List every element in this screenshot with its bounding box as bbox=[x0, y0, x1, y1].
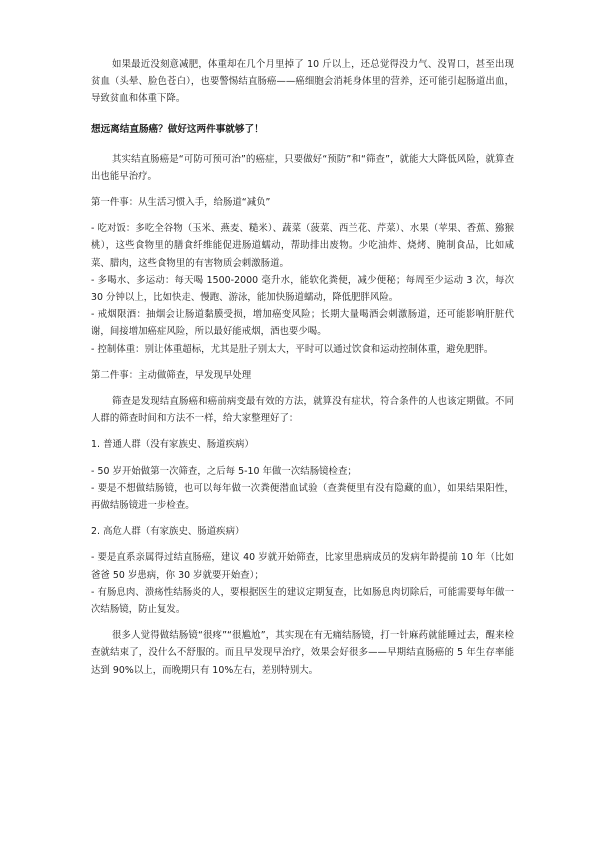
list-item: - 50 岁开始做第一次筛查，之后每 5-10 年做一次结肠镜检查； bbox=[91, 465, 357, 477]
prevention-intro-paragraph: 其实结直肠癌是“可防可预可治”的癌症，只要做好“预防”和“筛查”，就能大大降低风险，就算查出也能早治疗。 bbox=[91, 153, 514, 182]
intro-paragraph: 如果最近没刻意减肥，体重却在几个月里掉了 10 斤以上，还总觉得没力气、没胃口，甚至出现贫血（头晕、脸色苍白），也要警惕结直肠癌——癌细胞会消耗身体里的营养，还可能引起肠道出血，导致贫血和体重下降。 bbox=[91, 59, 514, 105]
list-item: - 多喝水、多运动：每天喝 1500-2000 毫升水，能软化粪便，减少便秘；每周至少运动 3 次，每次 30 分钟以上，比如快走、慢跑、游泳，能加快肠道蠕动，降低肥胖风险。 bbox=[91, 274, 514, 304]
group2-title: 2. 高危人群（有家族史、肠道疾病） bbox=[91, 526, 245, 538]
closing-paragraph: 很多人觉得做结肠镜“很疼”“很尴尬”，其实现在有无痛结肠镜，打一针麻药就能睡过去，醒来检查就结束了，没什么不舒服的。而且早发现早治疗，效果会好很多——早期结直肠癌的 5 年生存率能达到 90%以上，而晚期只有 10%左右，差别特别大。 bbox=[91, 630, 514, 676]
document-page bbox=[91, 56, 514, 679]
section-heading: 想远离结直肠癌？做好这两件事就够了！ bbox=[91, 123, 264, 135]
group1-title: 1. 普通人群（没有家族史、肠道疾病） bbox=[91, 439, 254, 451]
list-item: - 控制体重：别让体重超标，尤其是肚子别太大，平时可以通过饮食和运动控制体重，避免肥胖。 bbox=[91, 343, 494, 355]
section1-title: 第一件事：从生活习惯入手，给肠道“减负” bbox=[91, 197, 271, 209]
section2-title: 第二件事：主动做筛查，早发现早处理 bbox=[91, 369, 252, 381]
screening-intro-paragraph: 筛查是发现结直肠癌和癌前病变最有效的方法，就算没有症状，符合条件的人也该定期做。不同人群的筛查时间和方法不一样，给大家整理好了： bbox=[91, 396, 514, 425]
list-item: - 有肠息肉、溃疡性结肠炎的人，要根据医生的建议定期复查，比如肠息肉切除后，可能需要每年做一次结肠镜，防止复发。 bbox=[91, 586, 514, 616]
list-item: - 要是不想做结肠镜，也可以每年做一次粪便潜血试验（查粪便里有没有隐藏的血），如果结果阳性，再做结肠镜进一步检查。 bbox=[91, 482, 514, 512]
list-item: - 吃对饭：多吃全谷物（玉米、燕麦、糙米）、蔬菜（菠菜、西兰花、芹菜）、水果（苹果、香蕉、猕猴桃），这些食物里的膳食纤维能促进肠道蠕动，帮助排出废物。少吃油炸、烧烤、腌制食品，比如咸菜、腊肉，这些食物里的有害物质会刺激肠道。 bbox=[91, 223, 514, 269]
list-item: - 要是直系亲属得过结直肠癌，建议 40 岁就开始筛查，比家里患病成员的发病年龄提前 10 年（比如爸爸 50 岁患病，你 30 岁就要开始查）； bbox=[91, 552, 514, 581]
list-item: - 戒烟限酒：抽烟会让肠道黏膜受损，增加癌变风险；长期大量喝酒会刺激肠道，还可能影响肝脏代谢，间接增加癌症风险，所以最好能戒烟，酒也要少喝。 bbox=[91, 309, 514, 338]
